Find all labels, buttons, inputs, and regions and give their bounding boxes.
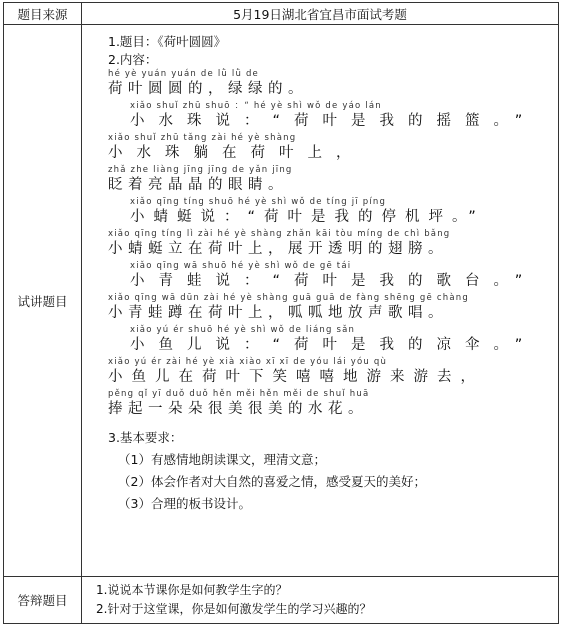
poem-pinyin: xiǎo yú ér shuō hé yè shì wǒ de liáng sǎn	[130, 325, 356, 335]
defense-question: 1.说说本节课你是如何教学生字的？	[96, 583, 288, 597]
poem-line	[108, 229, 544, 259]
defense-label: 答辩题目	[4, 577, 82, 624]
trial-label: 试讲题目	[4, 25, 82, 577]
lesson-title: 1.题目：《荷叶圆圆》	[108, 34, 227, 49]
poem-hanzi: 小青蛙说：“荷叶是我的歌台。”	[130, 273, 537, 289]
poem-hanzi: 小鱼儿在荷叶下笑嘻嘻地游来游去，	[108, 369, 484, 385]
poem-hanzi: 小水珠躺在荷叶上，	[108, 145, 365, 161]
requirement-item: （2）体会作者对大自然的喜爱之情，感受夏天的美好；	[118, 474, 426, 489]
poem-hanzi: 小水珠说：“荷叶是我的摇篮。”	[130, 113, 537, 129]
poem-pinyin: xiǎo yú ér zài hé yè xià xiào xī xī de yóu lái yóu qù	[108, 357, 388, 367]
source-row	[4, 3, 559, 25]
exam-sheet-table	[3, 2, 559, 624]
poem-line	[108, 165, 544, 195]
poem-line	[108, 293, 544, 323]
poem-hanzi: 捧起一朵朵很美很美的水花。	[108, 401, 368, 417]
poem-line	[108, 357, 544, 387]
poem-pinyin: hé yè yuán yuán de lǜ lǜ de	[108, 69, 259, 79]
poem-pinyin: xiǎo qīng wā shuō hé yè shì wǒ de gē tái	[130, 261, 352, 271]
poem-pinyin: xiǎo qīng tíng lì zài hé yè shàng zhǎn kāi tòu míng de chì bǎng	[108, 229, 451, 239]
poem-line	[108, 261, 544, 291]
poem-hanzi: 小青蛙蹲在荷叶上，呱呱地放声歌唱。	[108, 305, 448, 321]
poem-line	[108, 197, 544, 227]
requirements-label: 3.基本要求：	[108, 430, 183, 445]
defense-row	[4, 577, 559, 624]
source-value: 5月19日湖北省宜昌市面试考题	[82, 3, 559, 25]
poem-line	[108, 389, 544, 419]
poem-pinyin: xiǎo qīng tíng shuō hé yè shì wǒ de tíng jī píng	[130, 197, 387, 207]
requirement-item: （3）合理的板书设计。	[118, 496, 251, 511]
poem-hanzi: 小蜻蜓说：“荷叶是我的停机坪。”	[130, 209, 485, 225]
poem-pinyin: xiǎo shuǐ zhū tǎng zài hé yè shàng	[108, 133, 297, 143]
poem-line	[108, 133, 544, 163]
trial-content	[82, 25, 559, 577]
trial-row	[4, 25, 559, 577]
poem-text	[108, 69, 544, 419]
poem-pinyin: xiǎo shuǐ zhū shuō ：“ hé yè shì wǒ de yáo lán	[130, 101, 382, 111]
defense-question: 2.针对于这堂课，你是如何激发学生的学习兴趣的？	[96, 602, 372, 616]
poem-hanzi: 荷叶圆圆的，绿绿的。	[108, 81, 308, 97]
requirement-item: （1）有感情地朗读课文，理清文意；	[118, 452, 326, 467]
poem-hanzi: 小鱼儿说：“荷叶是我的凉伞。”	[130, 337, 537, 353]
source-label: 题目来源	[4, 3, 82, 25]
poem-hanzi: 小蜻蜓立在荷叶上，展开透明的翅膀。	[108, 241, 448, 257]
defense-questions	[82, 577, 559, 624]
poem-pinyin: zhǎ zhe liàng jīng jīng de yǎn jīng	[108, 165, 293, 175]
poem-line	[108, 325, 544, 355]
poem-line	[108, 101, 544, 131]
content-label: 2.内容：	[108, 52, 158, 67]
poem-hanzi: 眨着亮晶晶的眼睛。	[108, 177, 288, 193]
poem-line	[108, 69, 544, 99]
poem-pinyin: xiǎo qīng wā dūn zài hé yè shàng guā guā de fàng shēng gē chàng	[108, 293, 469, 303]
poem-pinyin: pěng qǐ yī duǒ duǒ hěn měi hěn měi de shuǐ huā	[108, 389, 370, 399]
